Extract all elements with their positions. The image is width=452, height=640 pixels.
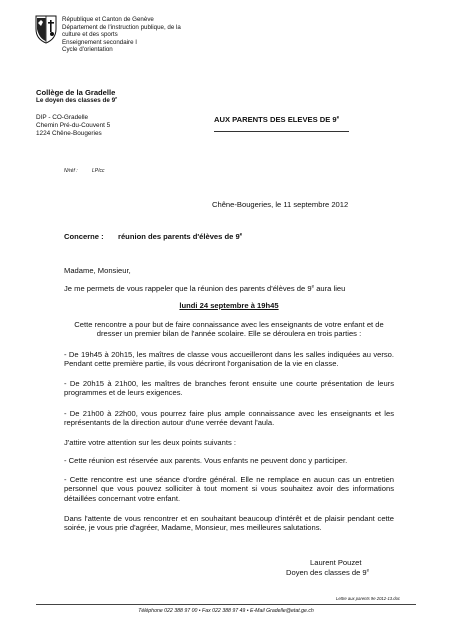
purpose-paragraph: Cette rencontre a pour but de faire connaissance avec les enseignants de votre enfant et de dresser un premier bilan de l'année scolaire. Elle se déroulera en trois parties :: [74, 320, 384, 339]
schedule-item: - De 21h00 à 22h00, vous pourrez faire plus ample connaissance avec les enseignants et les représentants de la direction autour d'une verrée devant l'aula.: [64, 409, 394, 428]
subject-text: [118, 232, 242, 241]
meeting-date: [64, 301, 394, 310]
school-doyen-text: Le doyen des classes de 9: [36, 97, 116, 104]
intro-text-a: Je me permets de vous rappeler que la réunion des parents d'élèves de 9: [64, 284, 312, 293]
geneva-crest-icon: [34, 14, 58, 44]
intro-text-b: aura lieu: [314, 284, 346, 293]
letterhead-administration: [62, 16, 217, 54]
footer-divider: [36, 604, 416, 605]
point-item: - Cette réunion est réservée aux parents. Vous enfants ne peuvent donc y participer.: [64, 456, 348, 465]
letterhead-line: culture et des sports: [62, 31, 118, 39]
recipient-sup: e: [336, 114, 340, 120]
address-line: DIP - CO-Gradelle: [36, 114, 89, 121]
schedule-item: - De 19h45 à 20h15, les maîtres de classe vous accueilleront dans les salles indiquées au verso. Pendant cette première partie, ils vous décriront l'organisation de la vie en classe.: [64, 350, 394, 369]
letterhead-line: République et Canton de Genève: [62, 16, 154, 23]
signature-title: [286, 568, 369, 577]
salutation: Madame, Monsieur,: [64, 266, 131, 275]
footer-contact: Téléphone 022 388 97 00 • Fax 022 388 97 49 • E-Mail Gradelle@etat.ge.ch: [138, 608, 314, 614]
school-name: Collège de la Gradelle: [36, 88, 116, 97]
letterhead-line: Enseignement secondaire I: [62, 38, 137, 46]
reference-value: LP/cc: [92, 168, 105, 174]
reference-label: N/réf :: [64, 168, 78, 174]
schedule-item: - De 20h15 à 21h00, les maîtres de branches feront ensuite une courte présentation de leurs programmes et de leurs exigences.: [64, 379, 394, 398]
file-reference: Lettre aux parents 9e 2012-13.doc: [336, 596, 401, 601]
closing-paragraph: Dans l'attente de vous rencontrer et en souhaitant beaucoup d'intérêt et de plaisir pendant cette soirée, je vous prie d'agréer, Madame, Monsieur, mes meilleures salutations.: [64, 514, 394, 533]
signature-title-sup: e: [366, 567, 370, 573]
address-line: Chemin Pré-du-Couvent 5: [36, 121, 111, 129]
point-item: - Cette rencontre est une séance d'ordre général. Elle ne remplace en aucun cas un entretien personnel que vous pouvez solliciter à tout moment si vous souhaitez avoir des informations détaillées concernant votre enfant.: [64, 475, 394, 503]
signature-title-text: Doyen des classes de 9: [286, 568, 367, 577]
address-line: 1224 Chêne-Bougeries: [36, 129, 102, 137]
attention-paragraph: J'attire votre attention sur les deux points suivants :: [64, 438, 236, 447]
intro-paragraph: [64, 284, 394, 293]
subject-text-main: réunion des parents d'élèves de 9: [118, 232, 240, 241]
recipient-text: AUX PARENTS DES ELEVES DE 9: [214, 115, 337, 124]
recipient: [214, 115, 339, 124]
school-doyen-sup: e: [115, 95, 118, 100]
signature-name: Laurent Pouzet: [310, 558, 362, 567]
dateline: Chêne-Bougeries, le 11 septembre 2012: [212, 200, 349, 209]
intro-sup: e: [311, 283, 315, 289]
subject-sup: e: [239, 231, 243, 237]
letterhead-line: Cycle d'orientation: [62, 46, 113, 54]
letterhead-line: Département de l'instruction publique, de la: [62, 23, 181, 31]
meeting-date-text: lundi 24 septembre à 19h45: [179, 301, 279, 310]
subject-label: Concerne :: [64, 232, 104, 241]
sender-address: [36, 114, 110, 137]
recipient-underline: [214, 131, 349, 132]
school-doyen: [36, 97, 117, 104]
